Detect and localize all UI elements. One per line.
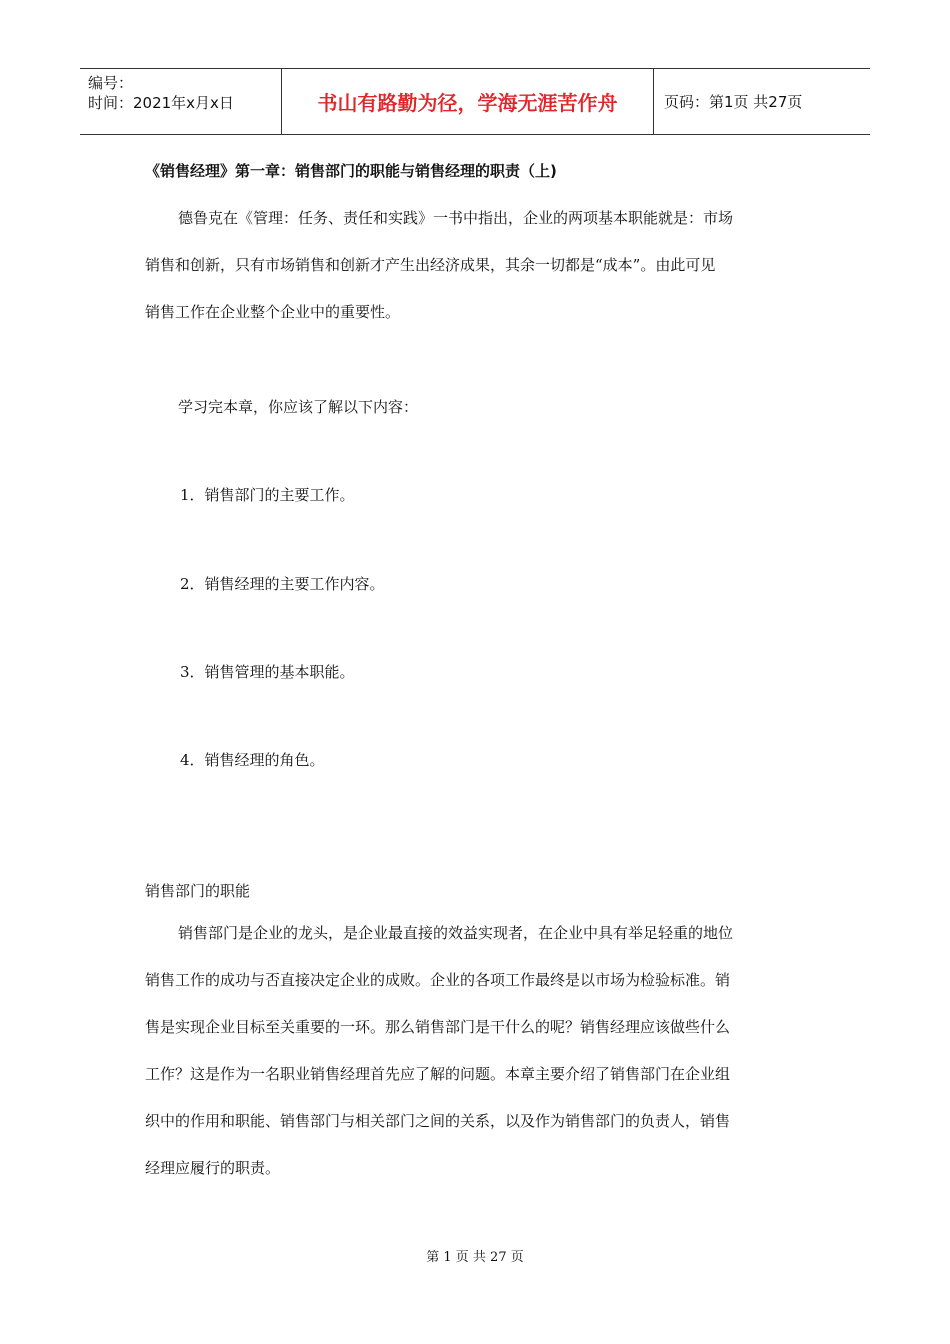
list-item: 4．销售经理的角色。 (180, 751, 325, 769)
header-page-info: 页码：第1页 共27页 (664, 93, 803, 111)
number-label: 编号： (88, 74, 134, 92)
header-left-cell (80, 69, 282, 134)
body-paragraph (145, 910, 805, 1192)
intro-line: 德鲁克在《管理：任务、责任和实践》一书中指出，企业的两项基本职能就是：市场 (178, 209, 734, 227)
section-title: 销售部门的职能 (145, 882, 251, 900)
chapter-title: 《销售经理》第一章：销售部门的职能与销售经理的职责（上) (145, 162, 557, 180)
intro-line: 销售工作在企业整个企业中的重要性。 (145, 303, 401, 321)
body-line: 销售工作的成功与否直接决定企业的成败。企业的各项工作最终是以市场为检验标准。销 (145, 971, 731, 989)
learn-intro: 学习完本章，你应该了解以下内容： (178, 398, 419, 416)
body-line: 工作？这是作为一名职业销售经理首先应了解的问题。本章主要介绍了销售部门在企业组 (145, 1065, 731, 1083)
page-footer: 第 1 页 共 27 页 (426, 1250, 524, 1265)
body-line: 织中的作用和职能、销售部门与相关部门之间的关系，以及作为销售部门的负责人，销售 (145, 1112, 731, 1130)
list-item: 2．销售经理的主要工作内容。 (180, 575, 385, 593)
body-line: 售是实现企业目标至关重要的一环。那么销售部门是干什么的呢？销售经理应该做些什么 (145, 1018, 731, 1036)
intro-line: 销售和创新，只有市场销售和创新才产生出经济成果，其余一切都是“成本”。由此可见 (145, 256, 716, 274)
time-label: 时间：2021年x月x日 (88, 94, 234, 112)
page-header (80, 68, 870, 135)
body-line: 经理应履行的职责。 (145, 1159, 281, 1177)
header-motto: 书山有路勤为径，学海无涯苦作舟 (282, 69, 654, 134)
body-line: 销售部门是企业的龙头，是企业最直接的效益实现者，在企业中具有举足轻重的地位 (178, 924, 734, 942)
list-item: 3．销售管理的基本职能。 (180, 663, 355, 681)
list-item: 1．销售部门的主要工作。 (180, 486, 355, 504)
intro-paragraph (145, 195, 805, 336)
